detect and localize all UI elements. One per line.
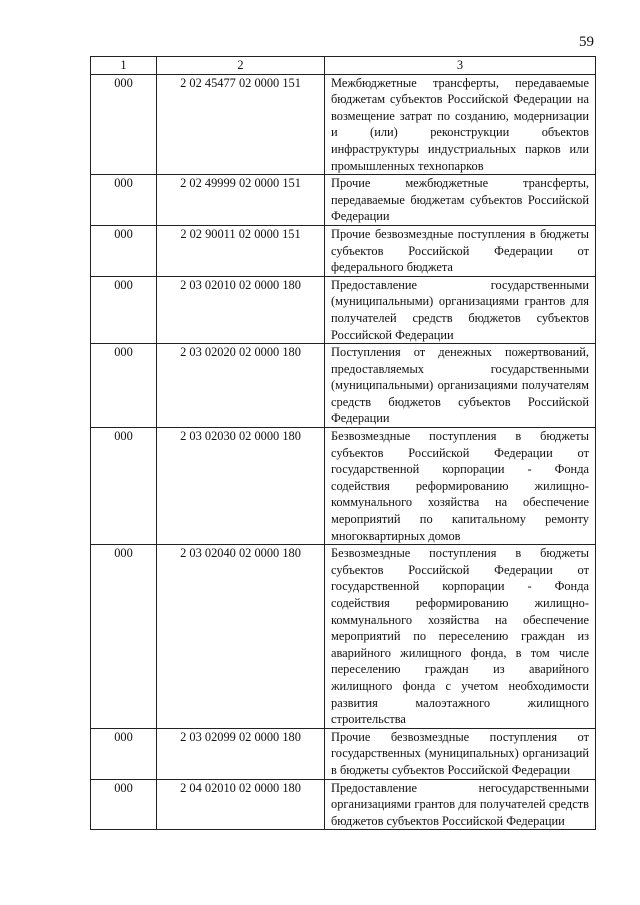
admin-code-cell: 000 xyxy=(91,779,157,830)
budget-code-cell: 2 02 90011 02 0000 151 xyxy=(157,225,325,276)
table-row xyxy=(91,728,596,779)
table-row xyxy=(91,74,596,175)
revenue-name-cell: Предоставление негосударственными организациями грантов для получателей средств бюджетов субъектов Российской Федерации xyxy=(325,779,596,830)
table-row xyxy=(91,175,596,226)
revenue-name-cell: Предоставление государственными (муниципальными) организациями грантов для получателей средств бюджетов субъектов Российской Федерации xyxy=(325,276,596,343)
table-row xyxy=(91,276,596,343)
budget-code-cell: 2 02 45477 02 0000 151 xyxy=(157,74,325,175)
table-row xyxy=(91,225,596,276)
column-header: 1 xyxy=(91,57,157,75)
budget-code-cell: 2 03 02030 02 0000 180 xyxy=(157,428,325,545)
admin-code-cell: 000 xyxy=(91,428,157,545)
revenue-name-cell: Поступления от денежных пожертвований, предоставляемых государственными (муниципальными) организациями получателям средств бюджетов субъектов Российской Федерации xyxy=(325,344,596,428)
budget-code-cell: 2 03 02099 02 0000 180 xyxy=(157,728,325,779)
budget-code-cell: 2 03 02020 02 0000 180 xyxy=(157,344,325,428)
revenue-name-cell: Прочие межбюджетные трансферты, передаваемые бюджетам субъектов Российской Федерации xyxy=(325,175,596,226)
revenue-name-cell: Безвозмездные поступления в бюджеты субъектов Российской Федерации от государственной корпорации - Фонда содействия реформированию жилищно-коммунального хозяйства на обеспечение мероприятий по капитальному ремонту многоквартирных домов xyxy=(325,428,596,545)
page-number: 59 xyxy=(579,34,594,50)
table-row xyxy=(91,545,596,729)
admin-code-cell: 000 xyxy=(91,545,157,729)
budget-code-cell: 2 03 02010 02 0000 180 xyxy=(157,276,325,343)
column-header: 2 xyxy=(157,57,325,75)
admin-code-cell: 000 xyxy=(91,728,157,779)
budget-code-cell: 2 04 02010 02 0000 180 xyxy=(157,779,325,830)
admin-code-cell: 000 xyxy=(91,225,157,276)
revenue-name-cell: Прочие безвозмездные поступления в бюджеты субъектов Российской Федерации от федерального бюджета xyxy=(325,225,596,276)
table-row xyxy=(91,428,596,545)
budget-code-cell: 2 02 49999 02 0000 151 xyxy=(157,175,325,226)
revenue-name-cell: Безвозмездные поступления в бюджеты субъектов Российской Федерации от государственной корпорации - Фонда содействия реформированию жилищно-коммунального хозяйства на обеспечение мероприятий по переселению граждан из аварийного жилищного фонда, в том числе переселению граждан из аварийного жилищного фонда с учетом необходимости развития малоэтажного жилищного строительства xyxy=(325,545,596,729)
budget-code-cell: 2 03 02040 02 0000 180 xyxy=(157,545,325,729)
table-header-row xyxy=(91,57,596,75)
admin-code-cell: 000 xyxy=(91,175,157,226)
admin-code-cell: 000 xyxy=(91,276,157,343)
table-row xyxy=(91,779,596,830)
table-row xyxy=(91,344,596,428)
admin-code-cell: 000 xyxy=(91,74,157,175)
revenue-name-cell: Прочие безвозмездные поступления от государственных (муниципальных) организаций в бюджеты субъектов Российской Федерации xyxy=(325,728,596,779)
budget-revenue-table xyxy=(90,56,596,830)
column-header: 3 xyxy=(325,57,596,75)
revenue-name-cell: Межбюджетные трансферты, передаваемые бюджетам субъектов Российской Федерации на возмещение затрат по созданию, модернизации и (или) реконструкции объектов инфраструктуры индустриальных парков или промышленных технопарков xyxy=(325,74,596,175)
admin-code-cell: 000 xyxy=(91,344,157,428)
